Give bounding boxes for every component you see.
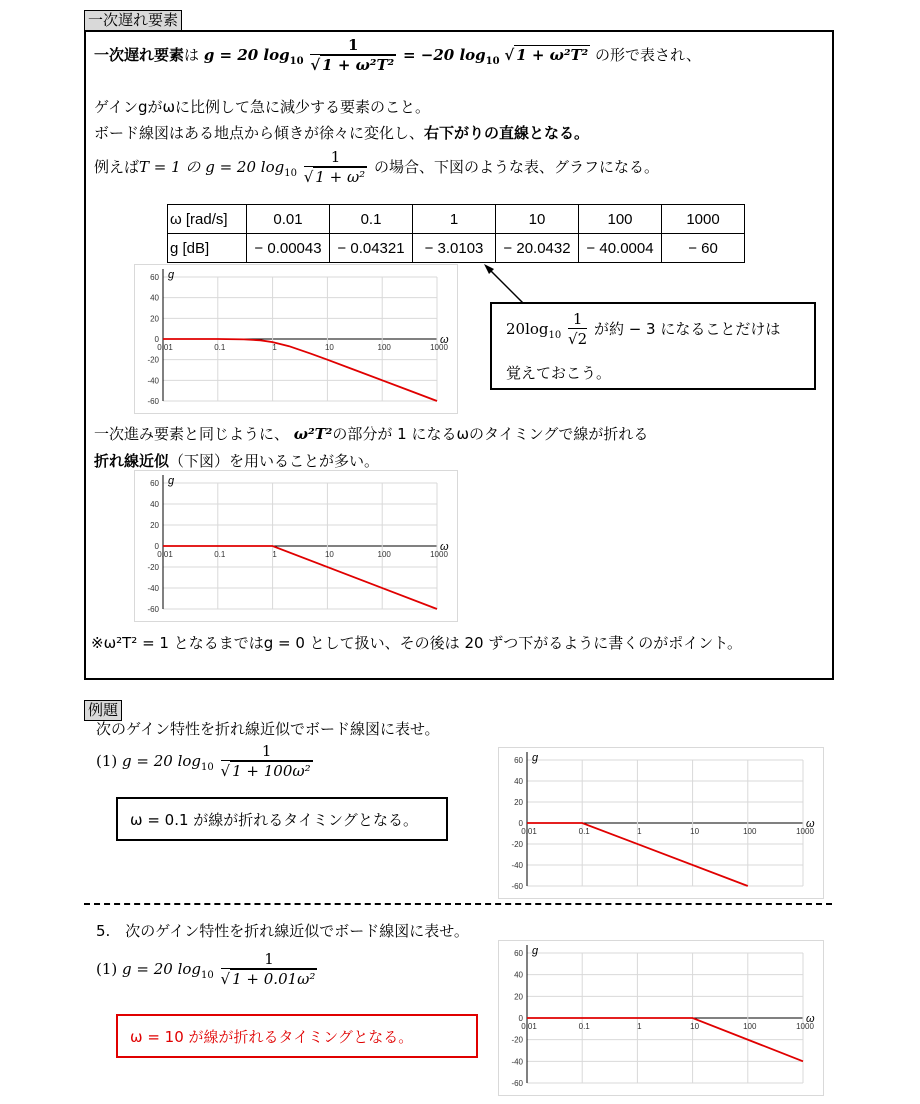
x-tick-label: 0.01	[521, 1022, 537, 1031]
table-cell: − 60	[662, 234, 745, 263]
x-tick-label: 0.01	[157, 343, 173, 352]
ex1-num: 1	[221, 742, 313, 761]
table-cell: − 20.0432	[496, 234, 579, 263]
ex1-answer: ω = 0.1 が線が折れるタイミングとなる。	[130, 811, 418, 829]
callout-line2: 覚えておこう。	[506, 364, 612, 382]
ex2-g: g = 20 log	[122, 960, 202, 978]
x-tick-label: 1000	[796, 827, 814, 836]
ex1-fraction: $\frac{1}{\text{√ 1 + 100ω²}}$	[220, 742, 311, 780]
section-title: 一次遅れ要素	[84, 10, 182, 31]
callout-post: が約 − 3 になることだけは	[593, 320, 781, 338]
x-tick-label: 0.01	[521, 827, 537, 836]
example-question: 次のゲイン特性を折れ線近似でボード線図に表せ。	[96, 720, 440, 738]
x-tick-label: 1	[637, 1022, 642, 1031]
x-tick-label: 1	[272, 550, 277, 559]
note-line: ※ω²T² = 1 となるまではg = 0 として扱い、その後は 20 ずつ下がるように書くのがポイント。	[91, 634, 742, 652]
y-axis-label: g	[532, 752, 539, 764]
table-cell: 1	[413, 205, 496, 234]
formula-rhs: = −20 log	[403, 46, 486, 64]
example-suffix: の場合、下図のような表、グラフになる。	[373, 158, 659, 176]
y-tick-label: -40	[147, 584, 159, 593]
y-tick-label: -40	[147, 376, 159, 386]
table-cell: − 40.0004	[579, 234, 662, 263]
x-axis-label: ω	[806, 1013, 815, 1025]
ex2-formula	[96, 950, 319, 989]
definition-line: 一次遅れ要素は g = 20 $\log_{10}$ $\frac{1}{\text{√ 1 + ω²T²}}$ = −20 $\log_{10}$ √ 1 + ω²T² の形で表され、	[94, 36, 701, 74]
callout-box	[490, 302, 816, 390]
formula-rhs-sqrt: 1 + ω²T²	[516, 46, 589, 64]
dashed-divider	[84, 903, 832, 905]
example-den: 1 + ω²	[315, 168, 366, 186]
approx-line1	[94, 423, 648, 444]
series-line	[163, 546, 437, 609]
y-tick-label: 0	[154, 335, 159, 344]
x-tick-label: 0.1	[578, 1022, 590, 1031]
table-cell: 0.1	[330, 205, 413, 234]
x-tick-label: 1000	[430, 550, 448, 559]
example-num: 1	[304, 148, 367, 167]
y-axis-label: g	[532, 945, 539, 957]
ex2-num: 1	[221, 950, 318, 969]
y-tick-label: -40	[511, 1057, 523, 1067]
x-axis-label: ω	[806, 818, 815, 830]
callout-pre: 20log	[506, 320, 549, 338]
formula-rhs-sub: 10	[485, 56, 500, 67]
approx-line1-a: 一次進み要素と同じように、	[94, 425, 290, 443]
x-tick-label: 1000	[430, 343, 448, 352]
q5-text: 5. 次のゲイン特性を折れ線近似でボード線図に表せ。	[96, 922, 469, 940]
ex1-label: (1)	[96, 752, 118, 770]
y-tick-label: -60	[147, 605, 159, 614]
ex2-fraction: $\frac{1}{\text{√ 1 + 0.01ω²}}$	[220, 950, 316, 988]
y-tick-label: 40	[150, 293, 159, 303]
arrow-line	[488, 268, 524, 304]
x-tick-label: 10	[324, 550, 334, 559]
ex2-answer: ω = 10 が線が折れるタイミングとなる。	[130, 1028, 414, 1046]
formula-fraction: $\frac{1}{\text{√ 1 + ω²T²}}$	[310, 36, 395, 74]
example-t: T = 1 の	[139, 158, 201, 176]
chart-ex2	[498, 940, 824, 1096]
table-row	[168, 234, 745, 263]
chart-ex1-svg	[499, 748, 823, 898]
x-tick-label: 0.1	[214, 550, 226, 559]
ex1-formula	[96, 742, 315, 781]
y-tick-label: 40	[514, 970, 523, 980]
y-tick-label: -20	[511, 840, 523, 849]
series-line	[163, 339, 437, 401]
ex1-answer-box	[116, 797, 448, 841]
x-tick-label: 1	[272, 343, 277, 352]
x-tick-label: 100	[377, 343, 391, 352]
y-tick-label: -20	[147, 355, 159, 365]
callout-num: 1	[568, 310, 587, 329]
x-tick-label: 100	[743, 827, 757, 836]
table-cell: 1000	[662, 205, 745, 234]
x-tick-label: 0.1	[214, 343, 226, 352]
chart-ex2-svg	[499, 941, 823, 1095]
approx-line1-math: ω²T²	[293, 425, 333, 443]
approx-line2	[94, 450, 379, 471]
chart-exact-svg	[135, 265, 457, 413]
x-axis-label: ω	[440, 334, 449, 346]
chart-approx-svg	[135, 471, 457, 621]
callout-fraction	[568, 310, 587, 349]
y-tick-label: 60	[150, 479, 159, 488]
table-cell: 100	[579, 205, 662, 234]
callout-line1	[506, 310, 780, 349]
y-tick-label: 40	[514, 777, 523, 786]
table-cell: 0.01	[247, 205, 330, 234]
table-cell: 10	[496, 205, 579, 234]
x-tick-label: 10	[690, 1022, 700, 1031]
fraction-numerator: 1	[310, 36, 396, 55]
ex2-sub: 10	[201, 970, 214, 981]
ex2-label: (1)	[96, 960, 118, 978]
example-sub: 10	[284, 168, 297, 179]
y-axis-label: g	[168, 269, 175, 281]
x-tick-label: 1000	[796, 1022, 814, 1031]
y-tick-label: 20	[150, 521, 159, 530]
x-axis-label: ω	[440, 541, 449, 553]
y-tick-label: 40	[150, 500, 159, 509]
x-tick-label: 1	[637, 827, 642, 836]
approx-bold: 折れ線近似	[94, 452, 170, 470]
ex2-den: 1 + 0.01ω²	[232, 970, 316, 988]
y-tick-label: -20	[147, 563, 159, 572]
approx-line1-b: の部分が 1 になるωのタイミングで線が折れる	[332, 425, 649, 443]
example-g: g = 20 log	[205, 158, 285, 176]
example-fraction: $\frac{1}{\text{√ 1 + ω²}}$	[303, 148, 366, 186]
y-tick-label: -60	[511, 882, 523, 891]
y-tick-label: 20	[150, 314, 159, 324]
callout-den: √2	[568, 330, 588, 348]
y-axis-label: g	[168, 475, 175, 487]
ex1-den: 1 + 100ω²	[232, 762, 311, 780]
y-tick-label: 60	[150, 273, 159, 282]
y-tick-label: -20	[511, 1035, 523, 1045]
x-tick-label: 0.1	[578, 827, 590, 836]
bode-description	[94, 122, 589, 143]
ex2-answer-box	[116, 1014, 478, 1058]
y-tick-label: -60	[147, 397, 159, 406]
y-tick-label: -60	[511, 1079, 523, 1088]
y-tick-label: 60	[514, 756, 523, 765]
y-tick-label: 0	[518, 819, 523, 828]
x-tick-label: 0.01	[157, 550, 173, 559]
y-tick-label: 0	[518, 1014, 523, 1023]
gain-description: ゲインgがωに比例して急に減少する要素のこと。	[94, 98, 431, 116]
particle: は	[184, 46, 200, 64]
x-tick-label: 100	[743, 1022, 757, 1031]
ex1-g: g = 20 log	[122, 752, 202, 770]
definition-tail: の形で表され、	[595, 46, 701, 64]
fraction-denominator: 1 + ω²T²	[322, 56, 395, 74]
x-tick-label: 10	[324, 343, 334, 352]
gain-table	[167, 204, 745, 263]
x-tick-label: 100	[377, 550, 391, 559]
formula-sub: 10	[289, 56, 304, 67]
example-prefix: 例えば	[94, 158, 140, 176]
y-tick-label: 20	[514, 992, 523, 1002]
chart-approx	[134, 470, 458, 622]
ex1-sub: 10	[201, 762, 214, 773]
table-header-gain: g [dB]	[168, 234, 247, 263]
callout-sub: 10	[548, 330, 562, 341]
y-tick-label: -40	[511, 861, 523, 870]
bode-description-a: ボード線図はある地点から傾きが徐々に変化し、	[94, 124, 425, 142]
y-tick-label: 0	[154, 542, 159, 551]
bode-description-bold: 右下がりの直線となる。	[424, 124, 590, 142]
chart-ex1	[498, 747, 824, 899]
y-tick-label: 20	[514, 798, 523, 807]
chart-exact	[134, 264, 458, 414]
table-cell: − 0.04321	[330, 234, 413, 263]
term-bold: 一次遅れ要素	[94, 46, 185, 64]
table-cell: − 3.0103	[413, 234, 496, 263]
table-row	[168, 205, 745, 234]
x-tick-label: 10	[690, 827, 700, 836]
y-tick-label: 60	[514, 949, 523, 958]
approx-rest: （下図）を用いることが多い。	[169, 452, 380, 470]
formula-g: g = 20 log	[203, 46, 290, 64]
example-tag: 例題	[84, 700, 122, 721]
table-header-omega: ω [rad/s]	[168, 205, 247, 234]
example-line	[94, 148, 659, 187]
table-cell: − 0.00043	[247, 234, 330, 263]
